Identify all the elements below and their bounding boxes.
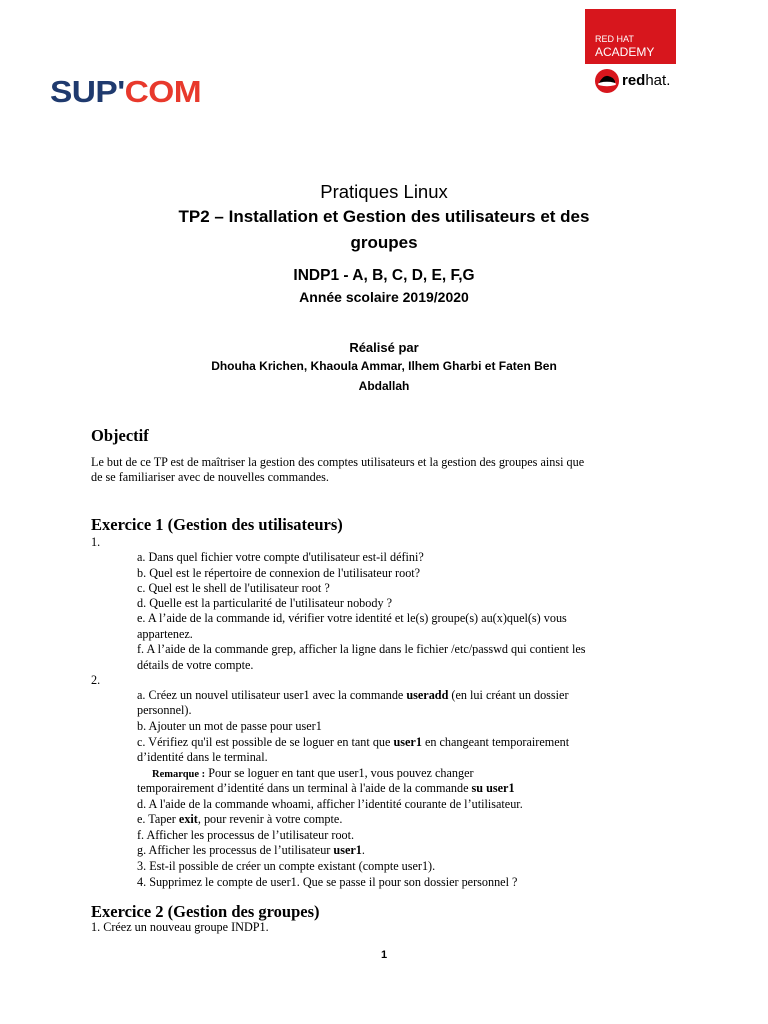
school-year: Année scolaire 2019/2020 <box>299 289 469 305</box>
exercice1-number-1: 1. <box>91 535 101 549</box>
exercice1-q2c-line2: d’identité dans le terminal. <box>137 750 268 764</box>
q2g-user: user1 <box>333 843 362 857</box>
q2g-text-end: . <box>361 843 365 857</box>
redhat-badge-line2: ACADEMY <box>595 45 655 59</box>
exercice1-q1d: d. Quelle est la particularité de l'utilisateur nobody ? <box>137 596 393 610</box>
q2c-user: user1 <box>393 735 422 749</box>
remarque-line2 <box>137 781 677 796</box>
authors-line2: Abdallah <box>358 379 410 393</box>
class-groups: INDP1 - A, B, C, D, E, F,G <box>293 267 475 284</box>
exercice1-q1a: a. Dans quel fichier votre compte d'utilisateur est-il défini? <box>137 550 424 564</box>
q2e-text: e. Taper <box>137 812 179 826</box>
exercice1-q3: 3. Est-il possible de créer un compte existant (compte user1). <box>137 859 436 873</box>
remarque-label: Remarque : <box>152 769 206 780</box>
exercice1-q2d: d. A l'aide de la commande whoami, afficher l’identité courante de l’utilisateur. <box>137 797 523 811</box>
exercice1-q1b: b. Quel est le répertoire de connexion de l'utilisateur root? <box>137 566 421 580</box>
remarque-text: Pour se loguer en tant que user1, vous pouvez changer <box>205 766 474 780</box>
exercice1-q1c: c. Quel est le shell de l'utilisateur root ? <box>137 581 330 595</box>
redhat-logo-hat: hat. <box>645 72 671 89</box>
exercice1-q2g <box>137 843 677 858</box>
document-subtitle-line2: groupes <box>350 233 418 252</box>
redhat-academy-badge <box>585 9 676 64</box>
q2a-text: a. Créez un nouvel utilisateur user1 avec la commande <box>137 688 407 702</box>
supcom-logo-sup: SUP' <box>50 74 125 109</box>
exercice1-heading: Exercice 1 (Gestion des utilisateurs) <box>91 515 343 534</box>
exercice2-heading: Exercice 2 (Gestion des groupes) <box>91 902 320 921</box>
remarque-command: su user1 <box>471 781 515 795</box>
supcom-logo <box>50 76 201 108</box>
exercice1-q1f-line1: f. A l’aide de la commande grep, afficher la ligne dans le fichier /etc/passwd qui contient les <box>137 642 586 656</box>
document-subtitle-line1: TP2 – Installation et Gestion des utilisateurs et des <box>178 207 590 226</box>
document-title: Pratiques Linux <box>320 181 448 202</box>
exercice1-q1f-line2: détails de votre compte. <box>137 658 254 672</box>
remarque-line2-text: temporairement d’identité dans un terminal à l'aide de la commande <box>137 781 472 795</box>
q2a-text-end: (en lui créant un dossier <box>448 688 569 702</box>
q2a-command: useradd <box>406 688 449 702</box>
redhat-logo <box>594 66 674 94</box>
authors-line1: Dhouha Krichen, Khaoula Ammar, Ilhem Gharbi et Faten Ben <box>211 359 557 373</box>
exercice1-q1e-line2: appartenez. <box>137 627 193 641</box>
objectif-heading: Objectif <box>91 426 149 445</box>
exercice1-q2a-line2: personnel). <box>137 703 192 717</box>
q2c-text: c. Vérifiez qu'il est possible de se loguer en tant que <box>137 735 394 749</box>
q2e-text-end: , pour revenir à votre compte. <box>197 812 343 826</box>
realise-par-label: Réalisé par <box>349 340 419 355</box>
redhat-badge-line1: RED HAT <box>595 34 634 44</box>
exercice1-q2a-line1 <box>137 688 677 703</box>
redhat-logo-red: red <box>622 72 646 89</box>
exercice1-number-2: 2. <box>91 673 101 687</box>
remarque-line1 <box>152 766 474 782</box>
exercice1-q2b: b. Ajouter un mot de passe pour user1 <box>137 719 322 733</box>
supcom-logo-com: COM <box>124 74 202 109</box>
exercice1-q4: 4. Supprimez le compte de user1. Que se passe il pour son dossier personnel ? <box>137 875 518 889</box>
q2c-text-end: en changeant temporairement <box>421 735 570 749</box>
exercice1-q2e <box>137 812 677 827</box>
redhat-shadowman-icon <box>594 68 620 94</box>
page-number: 1 <box>380 949 388 961</box>
q2g-text: g. Afficher les processus de l’utilisateur <box>137 843 334 857</box>
exercice1-q2c-line1 <box>137 735 677 750</box>
q2e-command: exit <box>178 812 198 826</box>
exercice1-q2f: f. Afficher les processus de l’utilisateur root. <box>137 828 355 842</box>
objectif-line1: Le but de ce TP est de maîtriser la gestion des comptes utilisateurs et la gestion des groupes ainsi que <box>91 455 585 469</box>
exercice2-q1: 1. Créez un nouveau groupe INDP1. <box>91 920 269 934</box>
objectif-line2: de se familiariser avec de nouvelles commandes. <box>91 470 329 484</box>
exercice1-q1e-line1: e. A l’aide de la commande id, vérifier votre identité et le(s) groupe(s) au(x)quel(s) vous <box>137 611 567 625</box>
